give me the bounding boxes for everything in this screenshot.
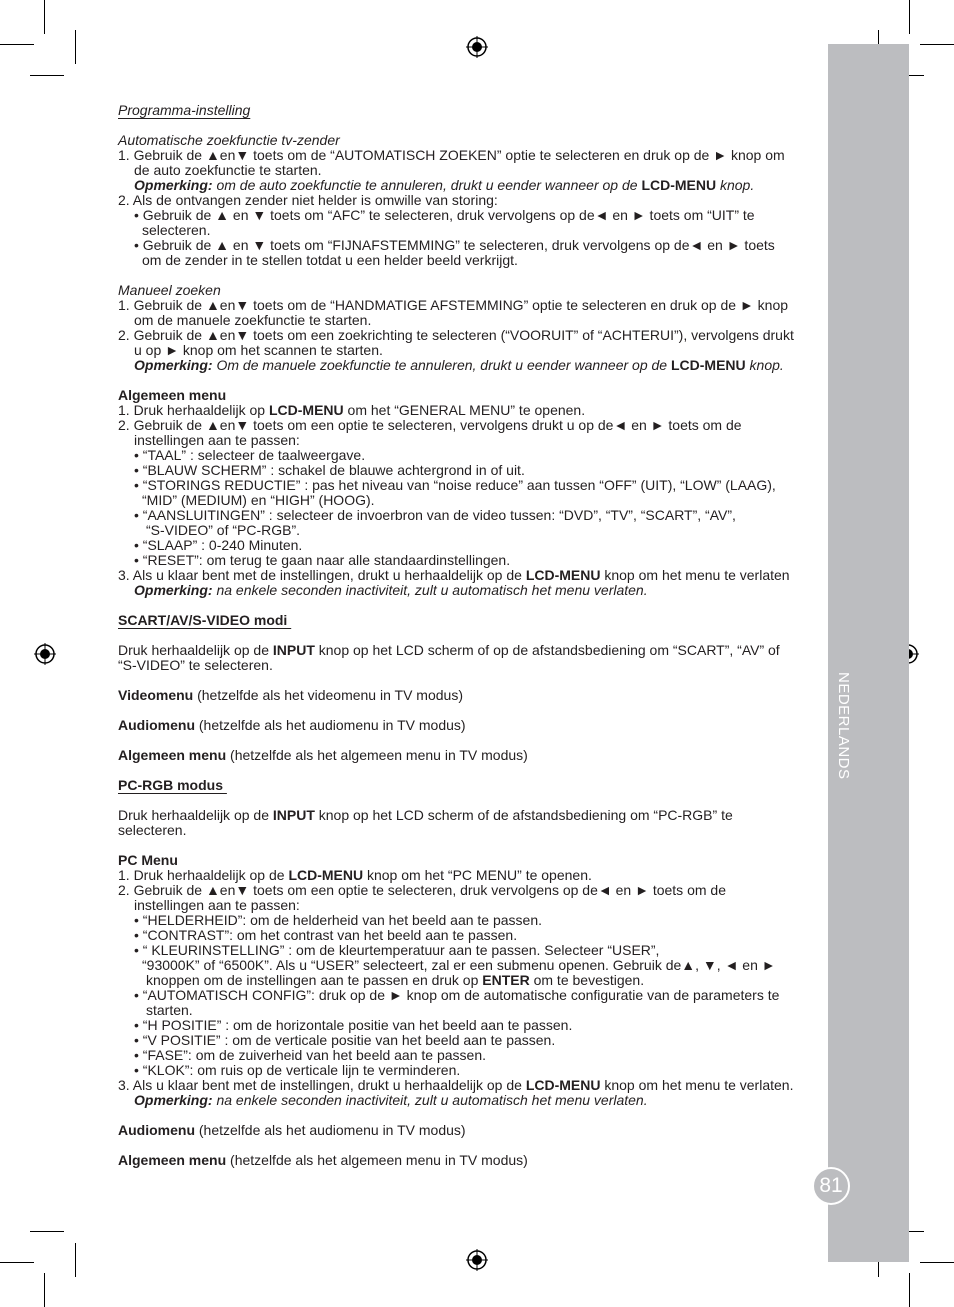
section-title: PC Menu: [118, 852, 178, 868]
paragraph-continued: “S-VIDEO” te selecteren.: [118, 657, 273, 673]
bullet-item: • “RESET”: om terug te gaan naar alle standaardinstellingen.: [134, 552, 511, 568]
bullet-item-continued: starten.: [146, 1002, 193, 1018]
list-item: 2. Gebruik de ▲en▼ toets om een optie te selecteren, vervolgens drukt u op de◄ en ► toets om de: [118, 417, 742, 433]
bullet-item: • “H POSITIE” : om de horizontale positie van het beeld aan te passen.: [134, 1017, 573, 1033]
list-item: 2. Gebruik de ▲en▼ toets om een zoekrichting te selecteren (“VOORUIT” of “ACHTERUI”), vervolgens drukt: [118, 327, 794, 343]
crop-mark: [75, 30, 76, 64]
manual-content: [118, 103, 830, 1168]
crop-mark: [44, 1273, 45, 1307]
bullet-item-continued: knoppen om de instellingen aan te passen en druk op ENTER om te bevestigen.: [146, 972, 645, 988]
bullet-item: • “V POSITIE” : om de verticale positie van het beeld aan te passen.: [134, 1032, 556, 1048]
crop-mark: [920, 1262, 954, 1263]
bullet-item: • “STORINGS REDUCTIE” : pas het niveau van “noise reduce” aan tussen “OFF” (UIT), “LOW” (LAAG),: [134, 477, 776, 493]
crop-mark: [909, 1273, 910, 1307]
list-item: 1. Gebruik de ▲en▼ toets om de “AUTOMATISCH ZOEKEN” optie te selecteren en druk op de ► knop om: [118, 147, 785, 163]
bullet-item: • Gebruik de ▲ en ▼ toets om “AFC” te selecteren, druk vervolgens op de◄ en ► toets om “UIT” te: [134, 207, 755, 223]
list-item-continued: om de manuele zoekfunctie te starten.: [134, 312, 372, 328]
list-item: 2. Als de ontvangen zender niet helder is omwille van storing:: [118, 192, 498, 208]
section-title: PC-RGB modus: [118, 777, 227, 793]
list-item-continued: instellingen aan te passen:: [134, 432, 300, 448]
registration-mark-icon: [466, 36, 488, 58]
crop-mark: [909, 0, 910, 34]
page-number: 81: [812, 1167, 850, 1205]
paragraph: Videomenu (hetzelfde als het videomenu in TV modus): [118, 687, 463, 703]
registration-mark-icon: [466, 1249, 488, 1271]
bullet-item: • “KLOK”: om ruis op de verticale lijn te verminderen.: [134, 1062, 461, 1078]
paragraph: Algemeen menu (hetzelfde als het algemeen menu in TV modus): [118, 747, 528, 763]
paragraph: Algemeen menu (hetzelfde als het algemeen menu in TV modus): [118, 1152, 528, 1168]
bullet-item: • “SLAAP” : 0-240 Minuten.: [134, 537, 303, 553]
paragraph: Druk herhaaldelijk op de INPUT knop op het LCD scherm of op de afstandsbediening om “SCART”, “AV” of: [118, 642, 780, 658]
bullet-item-continued: “93000K” of “6500K”. Als u “USER” selecteert, zal er een submenu openen. Gebruik de▲, ▼, ◄ en ►: [142, 957, 776, 973]
bullet-item: • “FASE”: om de zuiverheid van het beeld aan te passen.: [134, 1047, 486, 1063]
section-title: Programma-instelling: [118, 102, 251, 118]
bullet-item-continued: om de zender in te stellen totdat u een helder beeld verkrijgt.: [142, 252, 518, 268]
note: Opmerking: om de auto zoekfunctie te annuleren, drukt u eender wanneer op de LCD-MENU knop.: [134, 177, 755, 193]
bullet-item-continued: selecteren.: [142, 222, 211, 238]
section-title: Algemeen menu: [118, 387, 227, 403]
paragraph: Audiomenu (hetzelfde als het audiomenu in TV modus): [118, 717, 466, 733]
bullet-item-continued: “MID” (MEDIUM) en “HIGH” (HOOG).: [142, 492, 375, 508]
crop-mark: [75, 1243, 76, 1277]
note: Opmerking: na enkele seconden inactiviteit, zult u automatisch het menu verlaten.: [134, 582, 648, 598]
paragraph: Druk herhaaldelijk op de INPUT knop op het LCD scherm of de afstandsbediening om “PC-RGB” te: [118, 807, 733, 823]
bullet-item: • “AANSLUITINGEN” : selecteer de invoerbron van de video tussen: “DVD”, “TV”, “SCART”, “AV”,: [134, 507, 736, 523]
section-title: SCART/AV/S-VIDEO modi: [118, 612, 292, 628]
bullet-item: • “AUTOMATISCH CONFIG”: druk op de ► knop om de automatische configuratie van de parameters te: [134, 987, 780, 1003]
note: Opmerking: na enkele seconden inactiviteit, zult u automatisch het menu verlaten.: [134, 1092, 648, 1108]
list-item: 3. Als u klaar bent met de instellingen, drukt u herhaaldelijk op de LCD-MENU knop om het menu te verlaten.: [118, 1077, 794, 1093]
list-item-continued: u op ► knop om het scannen te starten.: [134, 342, 383, 358]
crop-mark: [44, 0, 45, 34]
list-item: 1. Druk herhaaldelijk op LCD-MENU om het “GENERAL MENU” te openen.: [118, 402, 586, 418]
crop-mark: [30, 1231, 64, 1232]
paragraph-continued: selecteren.: [118, 822, 187, 838]
list-item: 1. Druk herhaaldelijk op de LCD-MENU knop om het “PC MENU” te openen.: [118, 867, 592, 883]
crop-mark: [0, 1262, 34, 1263]
list-item: 3. Als u klaar bent met de instellingen, drukt u herhaaldelijk op de LCD-MENU knop om het menu te verlaten: [118, 567, 790, 583]
crop-mark: [30, 75, 64, 76]
crop-mark: [0, 44, 34, 45]
bullet-item: • “ KLEURINSTELLING” : om de kleurtemperatuur aan te passen. Selecteer “USER”,: [134, 942, 660, 958]
registration-mark-icon: [34, 643, 56, 665]
language-sidebar: [828, 44, 909, 1262]
bullet-item: • “BLAUW SCHERM” : schakel de blauwe achtergrond in of uit.: [134, 462, 525, 478]
language-tab-label: NEDERLANDS: [835, 672, 852, 780]
list-item-continued: de auto zoekfunctie te starten.: [134, 162, 322, 178]
note: Opmerking: Om de manuele zoekfunctie te annuleren, drukt u eender wanneer op de LCD-MENU knop.: [134, 357, 784, 373]
bullet-item: • “TAAL” : selecteer de taalweergave.: [134, 447, 366, 463]
crop-mark: [920, 44, 954, 45]
list-item: 2. Gebruik de ▲en▼ toets om een optie te selecteren, druk vervolgens op de◄ en ► toets om de: [118, 882, 726, 898]
paragraph: Audiomenu (hetzelfde als het audiomenu in TV modus): [118, 1122, 466, 1138]
list-item: 1. Gebruik de ▲en▼ toets om de “HANDMATIGE AFSTEMMING” optie te selecteren en druk op de ► knop: [118, 297, 789, 313]
list-item-continued: instellingen aan te passen:: [134, 897, 300, 913]
bullet-item-continued: “S-VIDEO” of “PC-RGB”.: [146, 522, 301, 538]
bullet-item: • Gebruik de ▲ en ▼ toets om “FIJNAFSTEMMING” te selecteren, druk vervolgens op de◄ en ► toets: [134, 237, 775, 253]
bullet-item: • “HELDERHEID”: om de helderheid van het beeld aan te passen.: [134, 912, 543, 928]
subsection-title: Automatische zoekfunctie tv-zender: [118, 132, 340, 148]
subsection-title: Manueel zoeken: [118, 282, 221, 298]
bullet-item: • “CONTRAST”: om het contrast van het beeld aan te passen.: [134, 927, 518, 943]
